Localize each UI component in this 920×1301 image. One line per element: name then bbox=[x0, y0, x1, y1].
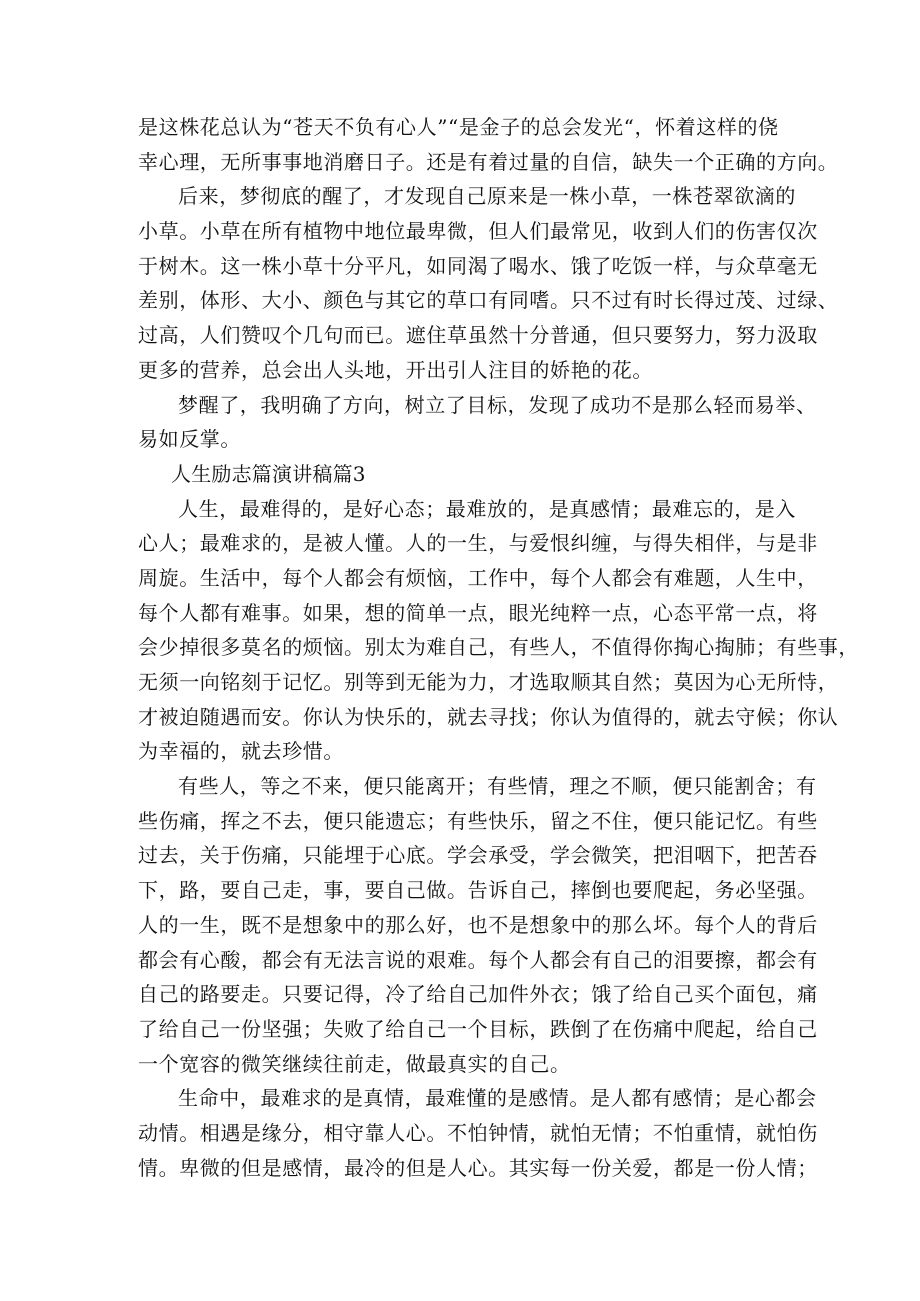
text-line: 过去，关于伤痛，只能埋于心底。学会承受，学会微笑，把泪咽下，把苦吞 bbox=[138, 843, 818, 868]
text-line: 小草。小草在所有植物中地位最卑微，但人们最常见，收到人们的伤害仅次 bbox=[138, 219, 818, 244]
text-line: 于树木。这一株小草十分平凡，如同渴了喝水、饿了吃饭一样，与众草毫无 bbox=[138, 253, 818, 278]
text-line: 周旋。生活中，每个人都会有烦恼，工作中，每个人都会有难题，人生中， bbox=[138, 565, 818, 590]
text-line: 生命中，最难求的是真情，最难懂的是感情。是人都有感情；是心都会 bbox=[178, 1086, 817, 1111]
text-line: 了给自己一份坚强；失败了给自己一个目标，跌倒了在伤痛中爬起，给自己 bbox=[138, 1016, 818, 1041]
text-line: 人生，最难得的，是好心态；最难放的，是真感情；最难忘的，是入 bbox=[178, 496, 796, 521]
section-heading: 人生励志篇演讲稿篇3 bbox=[171, 461, 366, 486]
text-line: 会少掉很多莫名的烦恼。别太为难自己，有些人，不值得你掏心掏肺；有些事， bbox=[138, 635, 859, 660]
text-line: 情。卑微的但是感情，最冷的但是人心。其实每一份关爱，都是一份人情； bbox=[138, 1155, 818, 1180]
text-line: 易如反掌。 bbox=[138, 427, 241, 452]
text-line: 每个人都有难事。如果，想的简单一点，眼光纯粹一点，心态平常一点，将 bbox=[138, 600, 818, 625]
text-line: 是这株花总认为“苍天不负有心人”“是金子的总会发光“，怀着这样的侥 bbox=[138, 115, 779, 139]
text-line: 有些人，等之不来，便只能离开；有些情，理之不顺，便只能割舍；有 bbox=[178, 774, 817, 799]
text-line: 自己的路要走。只要记得，冷了给自己加件外衣；饿了给自己买个面包，痛 bbox=[138, 982, 818, 1007]
text-line: 为幸福的，就去珍惜。 bbox=[138, 739, 344, 764]
text-line: 后来，梦彻底的醒了，才发现自己原来是一株小草，一株苍翠欲滴的 bbox=[178, 184, 796, 209]
text-line: 心人；最难求的，是被人懂。人的一生，与爱恨纠缠，与得失相伴，与是非 bbox=[138, 531, 818, 556]
text-line: 一个宽容的微笑继续往前走，做最真实的自己。 bbox=[138, 1051, 571, 1076]
text-line: 动情。相遇是缘分，相守靠人心。不怕钟情，就怕无情；不怕重情，就怕伤 bbox=[138, 1120, 818, 1145]
document-body bbox=[138, 110, 859, 1185]
text-line: 无须一向铭刻于记忆。别等到无能为力，才选取顺其自然；莫因为心无所恃， bbox=[138, 670, 839, 694]
text-line: 更多的营养，总会出人头地，开出引人注目的娇艳的花。 bbox=[138, 357, 653, 382]
text-line: 下，路，要自己走，事，要自己做。告诉自己，摔倒也要爬起，务必坚强。 bbox=[138, 878, 818, 903]
text-line: 过高，人们赞叹个几句而已。遮住草虽然十分普通，但只要努力，努力汲取 bbox=[138, 323, 818, 348]
text-line: 梦醒了，我明确了方向，树立了目标，发现了成功不是那么轻而易举、 bbox=[178, 392, 817, 417]
text-line: 都会有心酸，都会有无法言说的艰难。每个人都会有自己的泪要擦，都会有 bbox=[138, 947, 818, 972]
text-line: 些伤痛，挥之不去，便只能遗忘；有些快乐，留之不住，便只能记忆。有些 bbox=[138, 808, 818, 833]
text-line: 人的一生，既不是想象中的那么好，也不是想象中的那么坏。每个人的背后 bbox=[138, 912, 818, 937]
text-line: 差别，体形、大小、颜色与其它的草口有同嗜。只不过有时长得过茂、过绿、 bbox=[138, 288, 839, 313]
text-line: 幸心理，无所事事地消磨日子。还是有着过量的自信，缺失一个正确的方向。 bbox=[138, 149, 839, 174]
text-line: 才被迫随遇而安。你认为快乐的，就去寻找；你认为值得的，就去守候；你认 bbox=[138, 704, 839, 729]
